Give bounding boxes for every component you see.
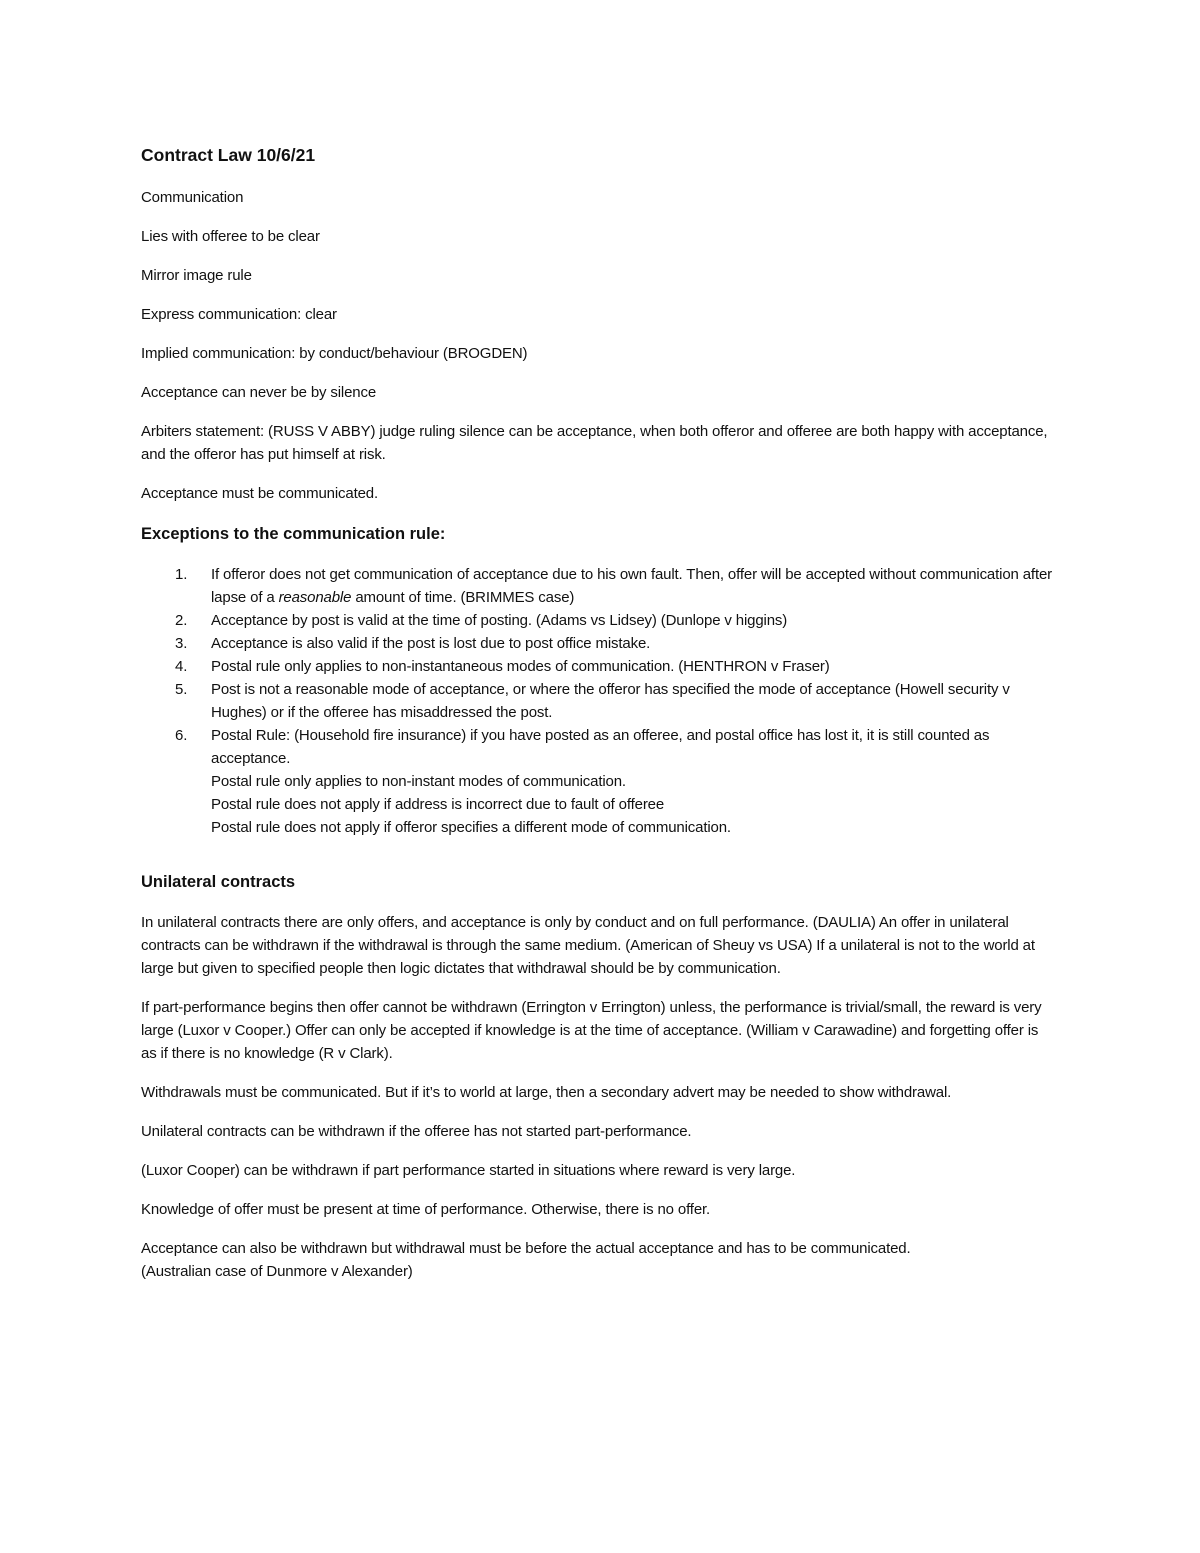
list-item	[141, 724, 1056, 839]
list-item-text: Postal Rule: (Household fire insurance) if you have posted as an offeree, and postal office has lost it, it is still counted as acceptance.	[211, 727, 990, 767]
intro-paragraph: Mirror image rule	[141, 267, 252, 284]
list-item-text: Post is not a reasonable mode of acceptance, or where the offeror has specified the mode of acceptance (Howell security v Hughes) or if the offeree has misaddressed the post.	[211, 681, 1010, 721]
list-item-number: 5.	[175, 681, 188, 698]
list-item	[141, 655, 1056, 678]
list-item-number: 4.	[175, 658, 188, 675]
unilateral-paragraph: (Luxor Cooper) can be withdrawn if part performance started in situations where reward is very large.	[141, 1162, 796, 1179]
paragraph-line: Acceptance can also be withdrawn but withdrawal must be before the actual acceptance and has to be communicated.	[141, 1240, 911, 1257]
list-item-sub-lines	[211, 770, 1056, 839]
unilateral-paragraph: In unilateral contracts there are only offers, and acceptance is only by conduct and on full performance. (DAULIA) An offer in unilateral contracts can be withdrawn if the withdrawal is through the same medium. (American of Sheuy vs USA) If a unilateral is not to the world at large but given to specified people then logic dictates that withdrawal should be by communication.	[141, 914, 1035, 977]
list-item-text: Acceptance is also valid if the post is lost due to post office mistake.	[211, 635, 651, 652]
list-item-number: 3.	[175, 635, 188, 652]
document-title: Contract Law 10/6/21	[141, 145, 316, 165]
sub-line: Postal rule only applies to non-instant modes of communication.	[211, 773, 626, 790]
unilateral-paragraph: Withdrawals must be communicated. But if it’s to world at large, then a secondary advert may be needed to show withdrawal.	[141, 1084, 952, 1101]
list-item-number: 2.	[175, 612, 188, 629]
intro-paragraph: Acceptance must be communicated.	[141, 485, 378, 502]
intro-paragraph: Express communication: clear	[141, 306, 337, 323]
unilateral-paragraph: Unilateral contracts can be withdrawn if the offeree has not started part-performance.	[141, 1123, 692, 1140]
list-item-text-part: amount of time. (BRIMMES case)	[351, 589, 575, 606]
list-item-number: 1.	[175, 566, 188, 583]
unilateral-paragraph: If part-performance begins then offer cannot be withdrawn (Errington v Errington) unless, the performance is trivial/small, the reward is very large (Luxor v Cooper.) Offer can only be accepted if knowledge is at the time of acceptance. (William v Carawadine) and forgetting offer is as if there is no knowledge (R v Clark).	[141, 999, 1042, 1062]
intro-paragraph: Arbiters statement: (RUSS V ABBY) judge ruling silence can be acceptance, when both offeror and offeree are both happy with acceptance, and the offeror has put himself at risk.	[141, 423, 1048, 463]
exceptions-heading: Exceptions to the communication rule:	[141, 525, 446, 543]
list-item-text: Postal rule only applies to non-instantaneous modes of communication. (HENTHRON v Fraser)	[211, 658, 830, 675]
paragraph-line: (Australian case of Dunmore v Alexander)	[141, 1263, 413, 1280]
list-item-number: 6.	[175, 727, 188, 744]
intro-paragraph: Lies with offeree to be clear	[141, 228, 320, 245]
sub-line: Postal rule does not apply if offeror specifies a different mode of communication.	[211, 819, 731, 836]
list-item-text	[211, 566, 1052, 606]
unilateral-paragraph: Knowledge of offer must be present at time of performance. Otherwise, there is no offer.	[141, 1201, 711, 1218]
intro-paragraph: Communication	[141, 189, 244, 206]
list-item	[141, 678, 1056, 724]
sub-line: Postal rule does not apply if address is incorrect due to fault of offeree	[211, 796, 665, 813]
list-item	[141, 563, 1056, 609]
emphasis-text: reasonable	[278, 589, 352, 606]
list-item-text-part: If offeror does not get communication of acceptance due to his own fault. Then, offer will be accepted without communication after lapse of a	[211, 566, 1052, 606]
list-item-text: Acceptance by post is valid at the time of posting. (Adams vs Lidsey) (Dunlope v higgins)	[211, 612, 788, 629]
unilateral-heading: Unilateral contracts	[141, 873, 296, 891]
intro-paragraph: Acceptance can never be by silence	[141, 384, 377, 401]
unilateral-last-paragraph	[141, 1237, 1056, 1283]
list-item	[141, 609, 1056, 632]
intro-paragraph: Implied communication: by conduct/behaviour (BROGDEN)	[141, 345, 528, 362]
list-item	[141, 632, 1056, 655]
document-body	[141, 142, 1056, 1299]
exceptions-list	[141, 563, 1056, 839]
